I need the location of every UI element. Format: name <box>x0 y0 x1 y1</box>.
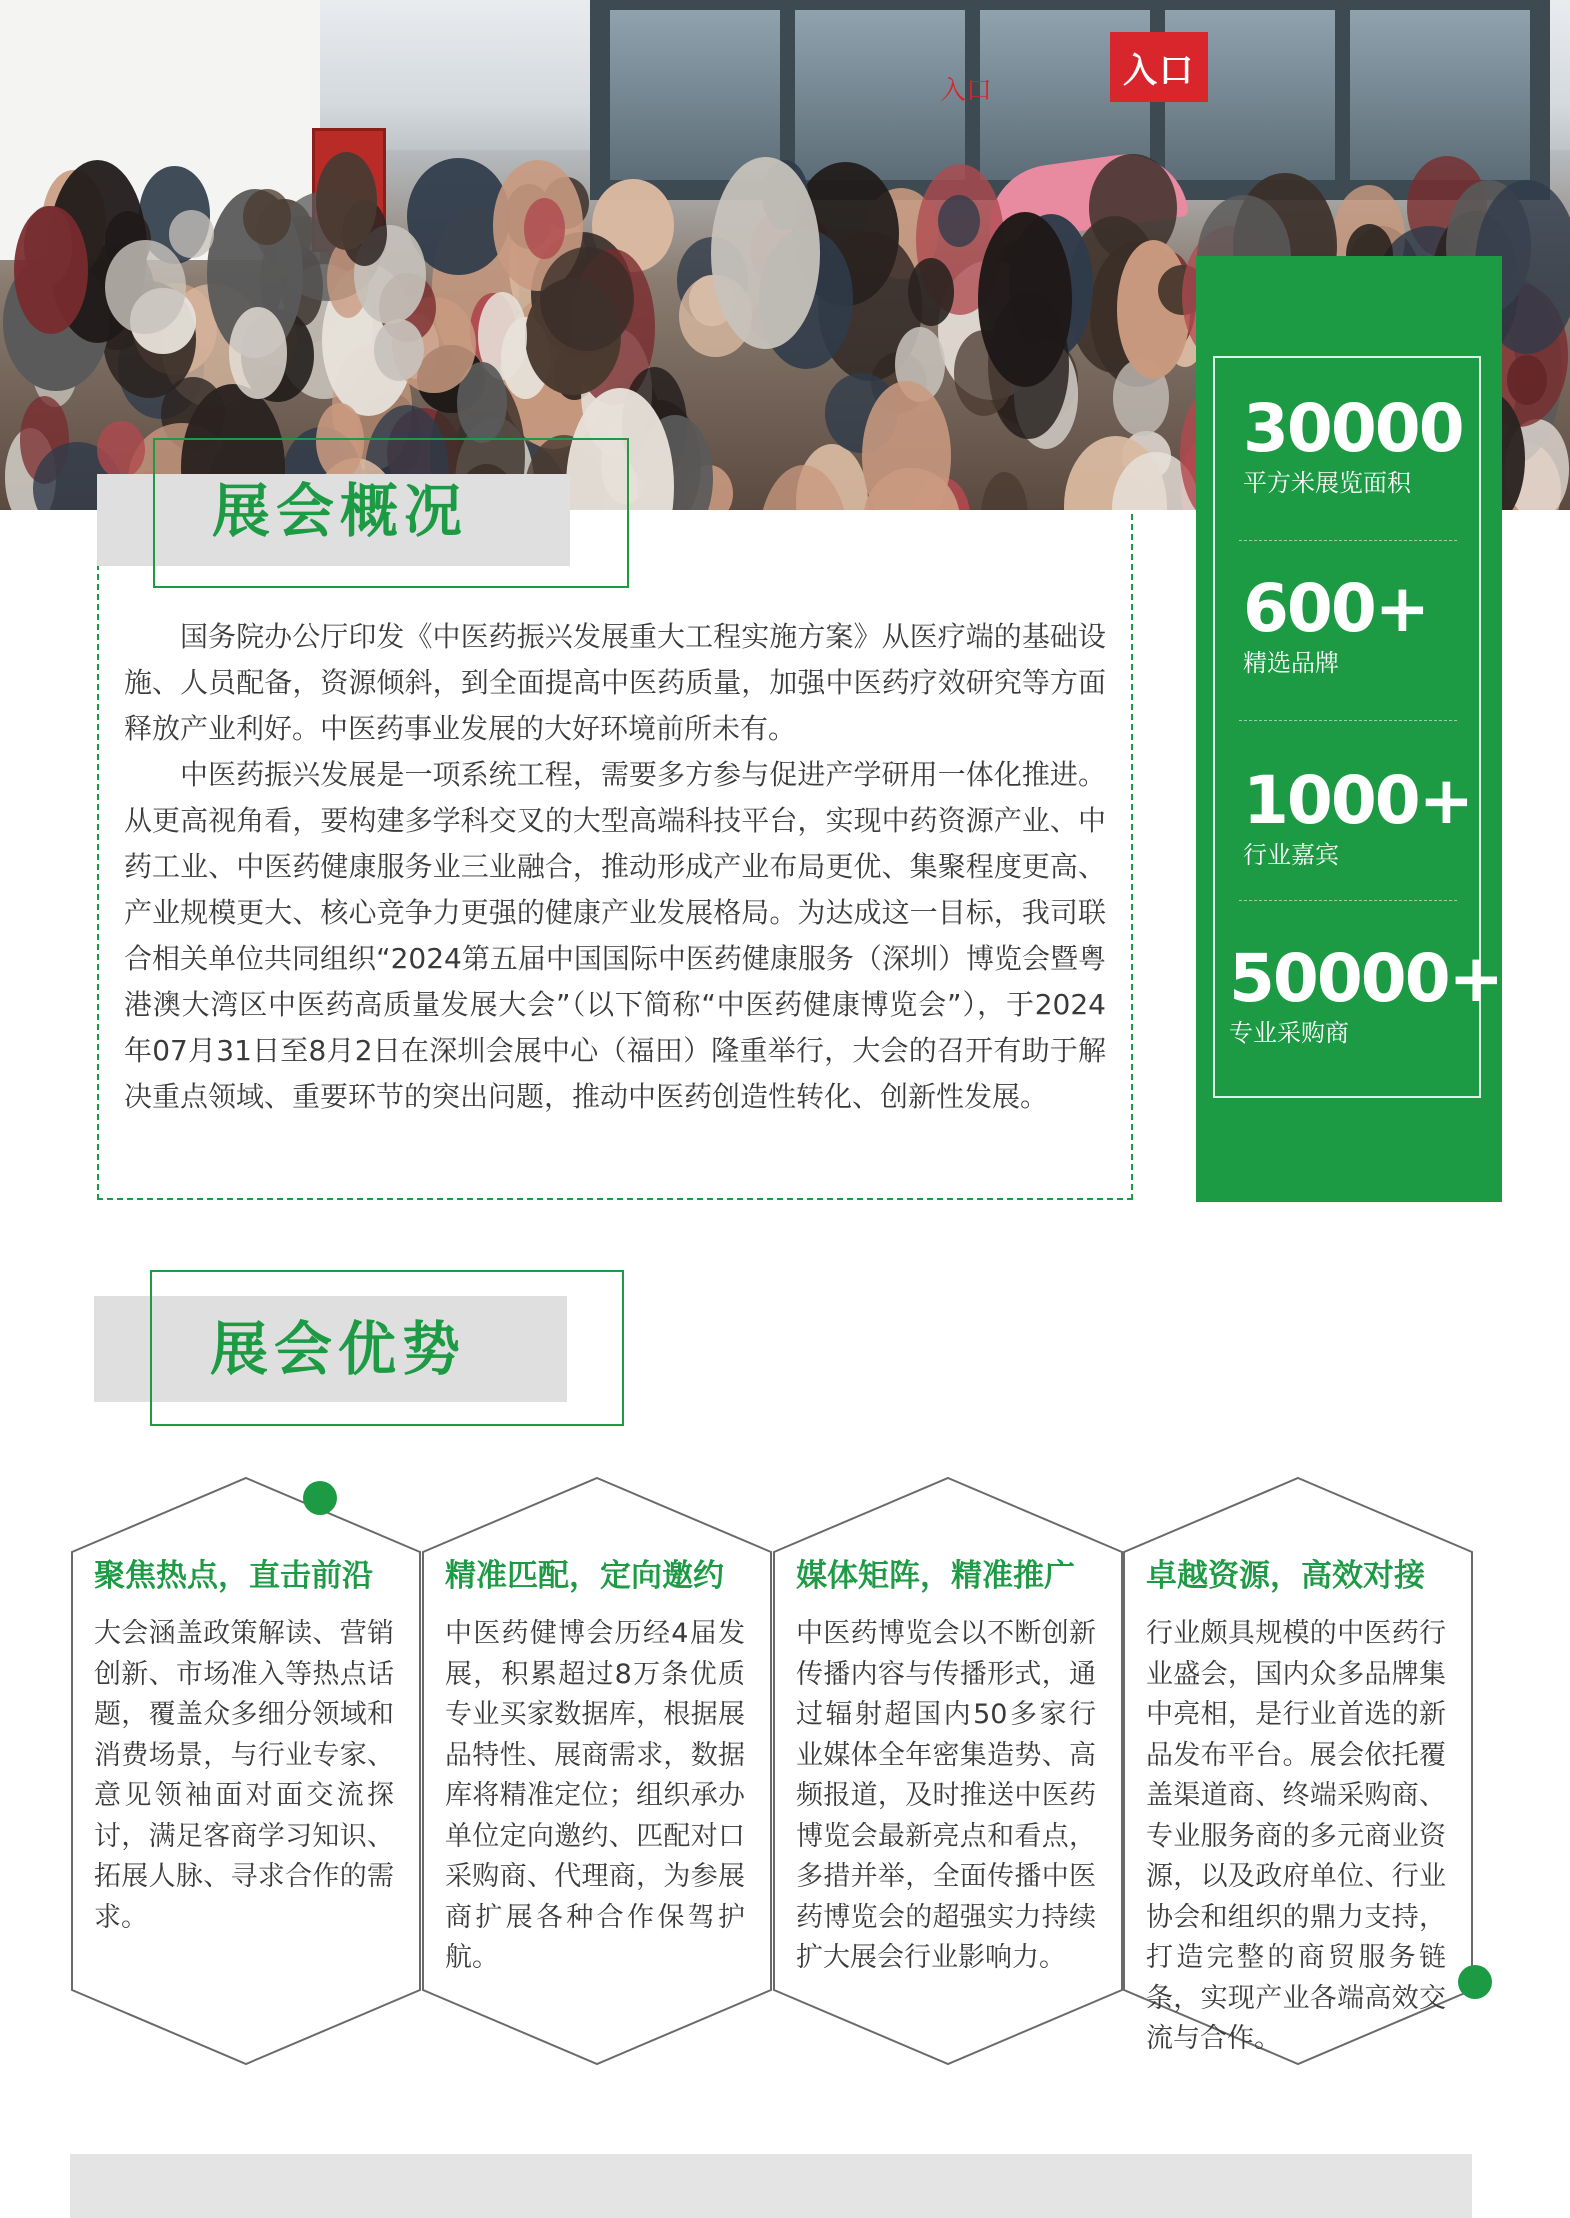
card-body: 中医药健博会历经4届发展，积累超过8万条优质专业买家数据库，根据展品特性、展商需求，数据库将精准定位；组织承办单位定向邀约、匹配对口采购商、代理商，为参展商扩展各种合作保驾护航。 <box>445 1618 745 1973</box>
crowd-figure <box>711 157 820 349</box>
accent-dot <box>1458 1965 1492 1999</box>
stat-value: 1000+ <box>1243 762 1472 839</box>
crowd-figure <box>243 189 291 245</box>
card-body: 中医药博览会以不断创新传播内容与传播形式，通过辐射超国内50多家行业媒体全年密集造势、高频报道，及时推送中医药博览会最新亮点和看点，多措并举，全面传播中医药博览会的超强实力持续扩大展会行业影响力。 <box>796 1618 1096 1973</box>
stat-value: 600+ <box>1243 570 1429 647</box>
advantage-card-4 <box>1122 1476 1474 2066</box>
crowd-figure <box>229 307 286 398</box>
crowd-figure <box>978 212 1072 387</box>
advantage-card-3 <box>772 1476 1124 2066</box>
crowd-figure <box>316 152 377 250</box>
overview-paragraph: 国务院办公厅印发《中医药振兴发展重大工程实施方案》从医疗端的基础设施、人员配备，资源倾斜，到全面提高中医药质量，加强中医药疗效研究等方面释放产业利好。中医药事业发展的大好环境前所未有。 <box>124 620 1106 745</box>
stat-brands <box>1243 570 1511 678</box>
overview-paragraph: 中医药振兴发展是一项系统工程，需要多方参与促进产学研用一体化推进。从更高视角看，要构建多学科交叉的大型高端科技平台，实现中药资源产业、中药工业、中医药健康服务业三业融合，推动形成产业布局更优、集聚程度更高、产业规模更大、核心竞争力更强的健康产业发展格局。为达成这一目标，我司联合相关单位共同组织“2024第五届中国国际中医药健康服务（深圳）博览会暨粤港澳大湾区中医药高质量发展大会”（以下简称“中医药健康博览会”），于2024年07月31日至8月2日在深圳会展中心（福田）隆重举行，大会的召开有助于解决重点领域、重要环节的突出问题，推动中医药创造性转化、创新性发展。 <box>124 758 1106 1113</box>
stat-buyers <box>1229 940 1502 1048</box>
crowd-figure <box>169 210 214 257</box>
crowd-figure <box>540 247 633 351</box>
stat-area <box>1243 390 1511 498</box>
overview-text <box>124 614 1106 1120</box>
entrance-sign-faded: 入口 <box>940 76 993 106</box>
stat-value: 50000+ <box>1229 940 1502 1017</box>
stat-label: 精选品牌 <box>1243 649 1339 677</box>
crowd-figure <box>105 240 186 334</box>
stat-label: 专业采购商 <box>1229 1019 1349 1047</box>
stat-divider <box>1239 720 1457 721</box>
crowd-figure <box>938 195 980 247</box>
crowd-figure <box>524 198 565 259</box>
stat-label: 平方米展览面积 <box>1243 469 1411 497</box>
crowd-figure <box>862 381 951 510</box>
card-body: 大会涵盖政策解读、营销创新、市场准入等热点话题，覆盖众多细分领域和消费场景，与行业专家、意见领袖面对面交流探讨，满足客商学习知识、拓展人脉、寻求合作的需求。 <box>94 1618 394 1933</box>
stat-divider <box>1239 540 1457 541</box>
card-title: 精准匹配，定向邀约 <box>445 1558 724 1594</box>
stat-value: 30000 <box>1243 390 1463 467</box>
card-title: 卓越资源，高效对接 <box>1146 1558 1425 1594</box>
stats-frame <box>1213 356 1502 1098</box>
card-title: 聚焦热点，直击前沿 <box>94 1558 373 1594</box>
accent-dot <box>303 1481 337 1515</box>
crowd-figure <box>97 421 144 479</box>
stat-guests <box>1243 762 1511 870</box>
card-title: 媒体矩阵，精准推广 <box>796 1558 1075 1594</box>
entrance-sign: 入口 <box>1110 32 1208 102</box>
footer-bar <box>70 2154 1472 2218</box>
advantage-card-2 <box>421 1476 773 2066</box>
overview-title: 展会概况 <box>212 477 469 545</box>
stat-label: 行业嘉宾 <box>1243 841 1339 869</box>
stat-divider <box>1239 900 1457 901</box>
advantage-card-1 <box>70 1476 422 2066</box>
crowd-figure <box>374 319 424 381</box>
advantages-title: 展会优势 <box>210 1315 467 1383</box>
crowd-figure <box>14 206 88 335</box>
crowd-figure <box>981 472 1028 510</box>
card-body: 行业颇具规模的中医药行业盛会，国内众多品牌集中亮相，是行业首选的新品发布平台。展会依托覆盖渠道商、终端采购商、专业服务商的多元商业资源，以及政府单位、行业协会和组织的鼎力支持，打造完整的商贸服务链条，实现产业各端高效交流与合作。 <box>1146 1618 1446 2054</box>
stats-panel <box>1196 256 1502 1202</box>
